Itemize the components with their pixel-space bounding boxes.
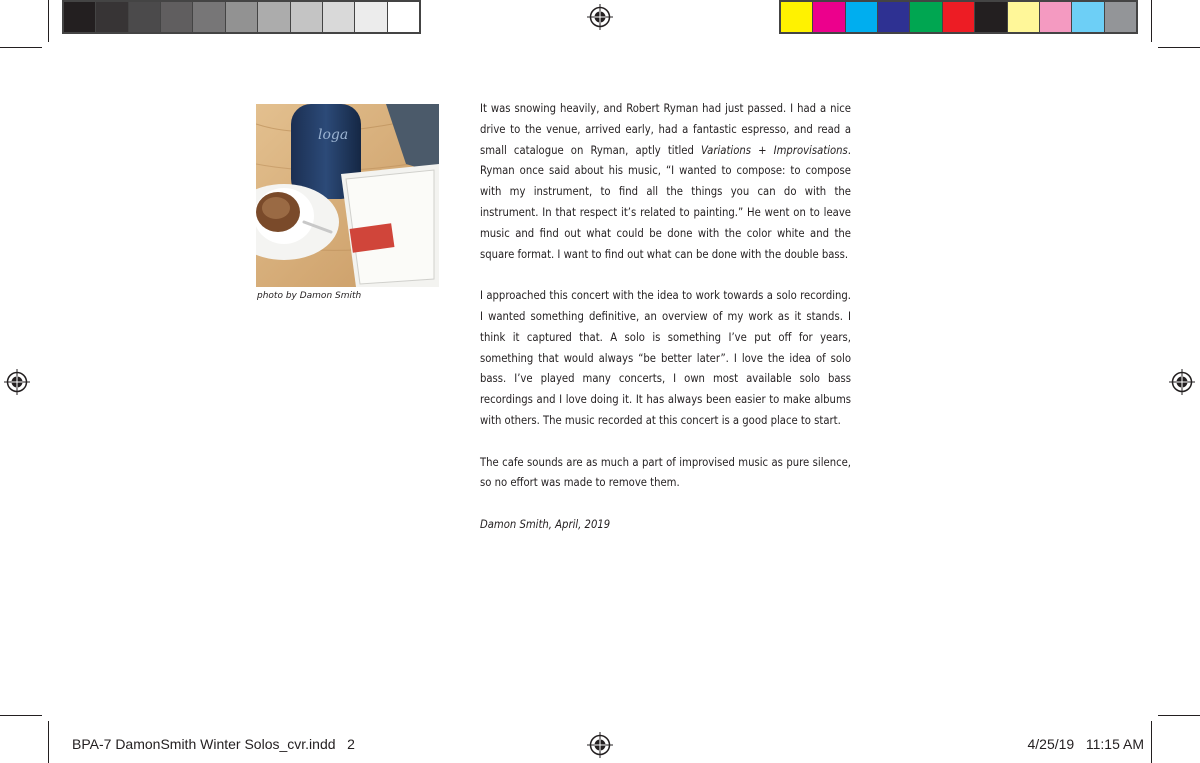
crop-mark-top-left-h [0, 47, 42, 48]
photo-caption: photo by Damon Smith [257, 291, 362, 301]
color-swatch [910, 2, 942, 32]
gray-swatch [291, 2, 323, 32]
crop-mark-top-left-v [48, 0, 49, 42]
crop-mark-bottom-left-h [0, 715, 42, 716]
color-swatch [878, 2, 910, 32]
gray-swatch [388, 2, 419, 32]
grayscale-bar [62, 0, 421, 34]
color-swatch [781, 2, 813, 32]
registration-mark-right-icon [1169, 369, 1195, 395]
slug-datetime: 4/25/19 11:15 AM [1027, 736, 1144, 752]
crop-mark-top-right-h [1158, 47, 1200, 48]
color-swatch [813, 2, 845, 32]
color-swatch [846, 2, 878, 32]
registration-mark-top-icon [587, 4, 613, 30]
paragraph-2: I approached this concert with the idea to work towards a solo recording. I wanted something definitive, an overview of my work as it stands. I think it captured that. A solo is something I’ve put off for years, something that would always “be better later”. I love the idea of solo bass. I’ve played many concerts, I own most available solo bass recordings and I love doing it. It has always been easier to make albums with others. The music recorded at this concert is a good place to start. [480, 289, 851, 427]
paragraph-1 [480, 99, 851, 265]
gray-swatch [193, 2, 225, 32]
gray-swatch [226, 2, 258, 32]
crop-mark-bottom-right-v [1151, 721, 1152, 763]
signature: Damon Smith, April, 2019 [480, 517, 611, 531]
gray-swatch [161, 2, 193, 32]
color-swatch [943, 2, 975, 32]
slug-filename: BPA-7 DamonSmith Winter Solos_cvr.indd 2 [72, 736, 355, 752]
gray-swatch [64, 2, 96, 32]
color-swatch [1008, 2, 1040, 32]
crop-mark-bottom-right-h [1158, 715, 1200, 716]
cafe-photo [256, 104, 439, 287]
color-swatch [1072, 2, 1104, 32]
gray-swatch [323, 2, 355, 32]
paragraph-1-end: . Ryman once said about his music, “I wanted to compose: to compose with my instrument, to find all the things you can do with the instrument. In that respect it’s related to painting.” He went on to leave music and find out what could be done with the color white and the square format. I want to find out what can be done with the double bass. [480, 143, 851, 261]
paragraph-3: The cafe sounds are as much a part of improvised music as pure silence, so no effort was made to remove them. [480, 455, 851, 490]
color-swatch [1105, 2, 1136, 32]
cafe-photo-illustration [256, 104, 439, 287]
color-swatch [1040, 2, 1072, 32]
paragraph-1-start: It was snowing heavily, and Robert Ryman had just passed. I had a nice drive to the venue, arrived early, had a fantastic espresso, and read a small catalogue on Ryman, aptly titled [480, 102, 851, 157]
registration-mark-left-icon [4, 369, 30, 395]
gray-swatch [355, 2, 387, 32]
catalogue-title: Variations + Improvisations [701, 143, 848, 157]
gray-swatch [129, 2, 161, 32]
svg-text:loga: loga [318, 127, 349, 143]
registration-mark-bottom-icon [587, 732, 613, 758]
color-swatch [975, 2, 1007, 32]
crop-mark-bottom-left-v [48, 721, 49, 763]
crop-mark-top-right-v [1151, 0, 1152, 42]
liner-notes-text [480, 99, 851, 557]
gray-swatch [96, 2, 128, 32]
color-bar [779, 0, 1138, 34]
gray-swatch [258, 2, 290, 32]
